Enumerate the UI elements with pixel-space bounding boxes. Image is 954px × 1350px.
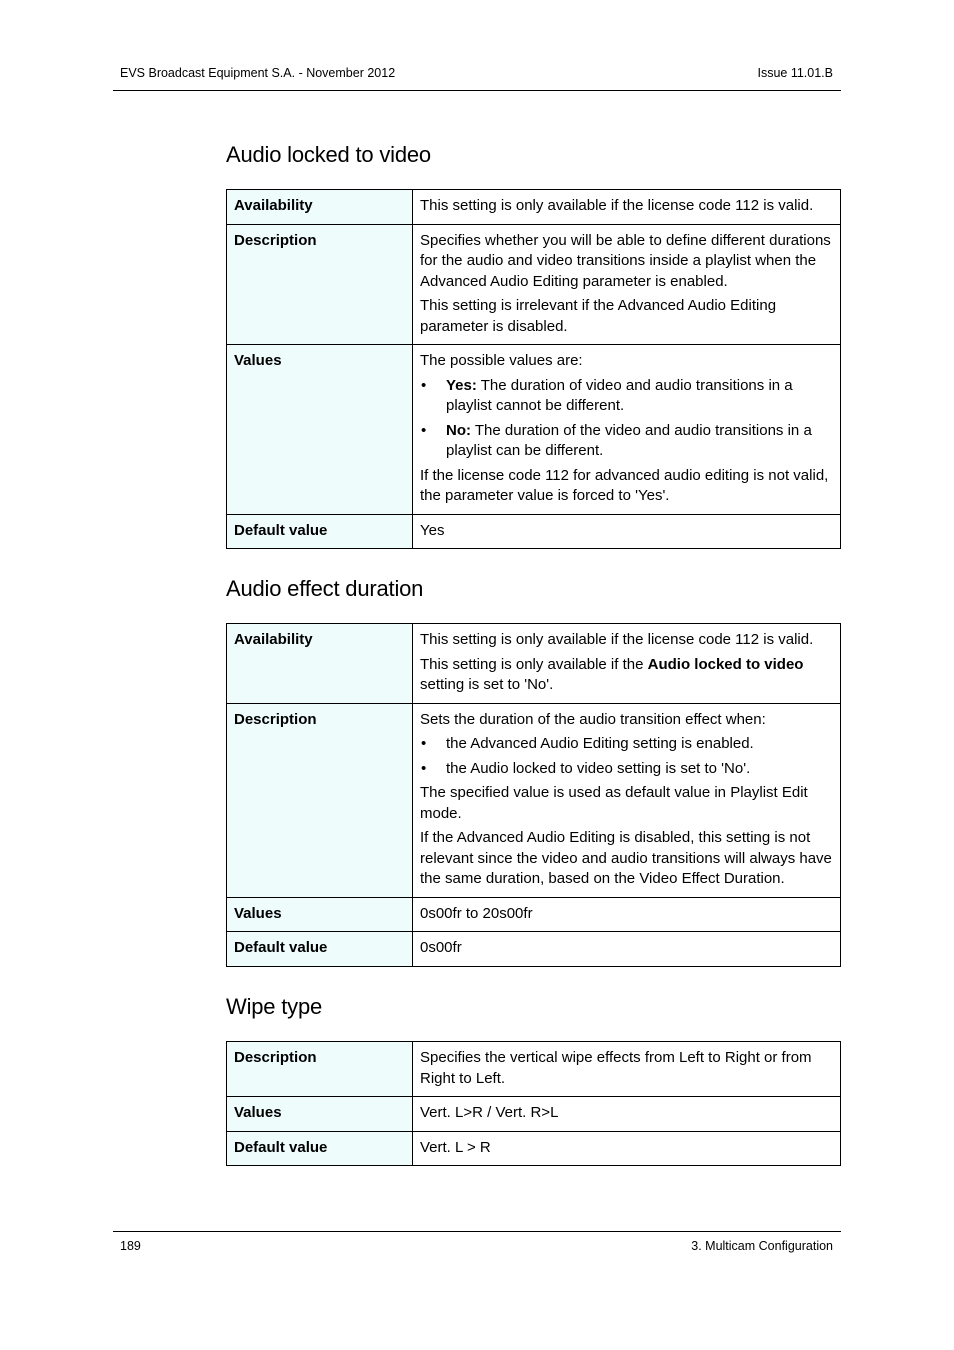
row-label: Values <box>227 345 413 515</box>
table-row <box>227 932 841 967</box>
table-row <box>227 514 841 549</box>
row-value <box>413 345 841 515</box>
row-label: Default value <box>227 1131 413 1166</box>
table-row <box>227 224 841 345</box>
header-issue: Issue 11.01.B <box>757 66 833 80</box>
row-text: Specifies whether you will be able to define different durations for the audio and video transitions inside a playlist when the Advanced Audio Editing parameter is enabled. <box>420 231 831 290</box>
value-term: Yes: <box>446 376 477 394</box>
row-text: The possible values are: <box>420 352 583 369</box>
row-value <box>413 624 841 704</box>
row-text: If the license code 112 for advanced audio editing is not valid, the parameter value is forced to 'Yes'. <box>420 466 829 504</box>
row-label: Values <box>227 897 413 932</box>
row-text: Vert. L > R <box>420 1138 491 1156</box>
section-title-audio-locked-to-video: Audio locked to video <box>226 142 431 167</box>
row-value <box>413 1097 841 1132</box>
row-text: Vert. L>R / Vert. R>L <box>420 1104 559 1121</box>
row-text: 0s00fr to 20s00fr <box>420 904 533 922</box>
section-title-audio-effect-duration: Audio effect duration <box>226 576 424 601</box>
section-title-wipe-type: Wipe type <box>226 994 323 1019</box>
row-label: Availability <box>227 190 413 225</box>
row-label: Description <box>227 224 413 345</box>
row-value <box>413 897 841 932</box>
value-text: The duration of video and audio transitions in a playlist cannot be different. <box>446 376 793 414</box>
row-text: Sets the duration of the audio transition effect when: <box>420 710 766 728</box>
audio-locked-to-video-table <box>226 189 841 549</box>
row-value <box>413 1042 841 1097</box>
row-value <box>413 224 841 345</box>
list-item <box>420 421 832 462</box>
table-row <box>227 1097 841 1132</box>
row-label: Default value <box>227 932 413 967</box>
row-label: Availability <box>227 624 413 704</box>
table-row <box>227 345 841 515</box>
table-row <box>227 1131 841 1166</box>
chapter-title: 3. Multicam Configuration <box>691 1239 833 1253</box>
page-footer <box>113 1231 841 1253</box>
row-text: Yes <box>420 521 445 539</box>
row-value <box>413 703 841 897</box>
page-header <box>113 66 841 91</box>
row-value <box>413 932 841 967</box>
row-text: This setting is only available if the license code 112 is valid. <box>420 631 814 648</box>
table-row <box>227 190 841 225</box>
conditions-list <box>420 734 832 779</box>
row-text: This setting is irrelevant if the Advanced Audio Editing parameter is disabled. <box>420 297 777 335</box>
row-text <box>420 655 832 696</box>
value-text: The duration of the video and audio transitions in a playlist can be different. <box>446 421 812 459</box>
header-publisher: EVS Broadcast Equipment S.A. - November 2012 <box>120 66 396 80</box>
row-text: If the Advanced Audio Editing is disabled, this setting is not relevant since the video and audio transitions will always have the same duration, based on the Video Effect Duration. <box>420 829 832 887</box>
row-text-pre: This setting is only available if the <box>420 655 648 673</box>
list-item: • the Advanced Audio Editing setting is enabled. <box>420 734 832 755</box>
row-text: 0s00fr <box>420 939 462 956</box>
table-row <box>227 624 841 704</box>
table-row <box>227 1042 841 1097</box>
row-text: The specified value is used as default value in Playlist Edit mode. <box>420 784 808 822</box>
table-row <box>227 897 841 932</box>
row-value <box>413 1131 841 1166</box>
values-list <box>420 376 832 462</box>
row-label: Description <box>227 1042 413 1097</box>
setting-name: Audio locked to video <box>647 655 804 673</box>
row-label: Description <box>227 703 413 897</box>
row-label: Values <box>227 1097 413 1132</box>
list-item: • the Audio locked to video setting is set to 'No'. <box>420 759 832 780</box>
wipe-type-table <box>226 1041 841 1166</box>
row-text: This setting is only available if the license code 112 is valid. <box>420 197 814 214</box>
row-label: Default value <box>227 514 413 549</box>
audio-effect-duration-table <box>226 623 841 967</box>
row-text-post: setting is set to 'No'. <box>420 676 554 693</box>
page-number: 189 <box>120 1239 141 1253</box>
list-item <box>420 376 832 417</box>
row-value <box>413 190 841 225</box>
value-term: No: <box>446 421 471 439</box>
table-row <box>227 703 841 897</box>
row-text: Specifies the vertical wipe effects from Left to Right or from Right to Left. <box>420 1049 812 1087</box>
row-value <box>413 514 841 549</box>
